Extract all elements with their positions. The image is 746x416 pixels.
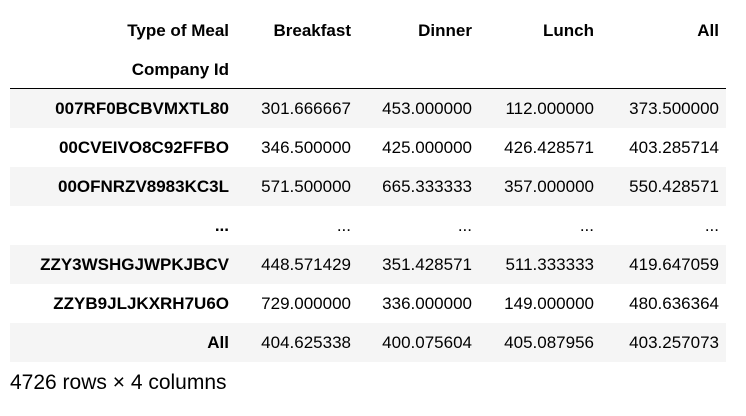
cell: ... xyxy=(579,216,594,235)
table-row xyxy=(10,167,726,206)
table-shape-caption: 4726 rows × 4 columns xyxy=(10,371,227,394)
cell: 729.000000 xyxy=(261,294,351,313)
cell: 426.428571 xyxy=(504,138,594,157)
dataframe-table xyxy=(10,10,726,362)
cell: 373.500000 xyxy=(629,99,719,118)
cell: 453.000000 xyxy=(382,99,472,118)
cell: ... xyxy=(336,216,351,235)
empty-header-cell xyxy=(236,52,358,89)
cell: 112.000000 xyxy=(505,99,594,118)
cell: 405.087956 xyxy=(504,333,594,352)
cell: 346.500000 xyxy=(261,138,351,157)
row-index: ... xyxy=(214,216,229,235)
row-index: All xyxy=(207,333,229,352)
ellipsis-row xyxy=(10,206,726,245)
cell: 351.428571 xyxy=(382,255,472,274)
table-row xyxy=(10,245,726,284)
cell: 357.000000 xyxy=(504,177,594,196)
columns-name-label: Type of Meal xyxy=(127,21,229,40)
cell: 511.333333 xyxy=(505,255,594,274)
row-index: 007RF0BCBVMXTL80 xyxy=(55,99,229,118)
empty-header-cell xyxy=(479,52,601,89)
cell: 448.571429 xyxy=(261,255,351,274)
row-index: 00CVEIVO8C92FFBO xyxy=(58,138,229,157)
cell: ... xyxy=(457,216,472,235)
dataframe-output xyxy=(10,10,726,362)
index-name-label: Company Id xyxy=(131,60,229,79)
table-row xyxy=(10,284,726,323)
empty-header-cell xyxy=(601,52,726,89)
index-header-row xyxy=(10,52,726,89)
columns-header-row xyxy=(10,10,726,52)
column-header: Lunch xyxy=(543,21,594,40)
cell: 571.500000 xyxy=(261,177,351,196)
cell: 403.257073 xyxy=(629,333,719,352)
cell: 403.285714 xyxy=(629,138,719,157)
column-header: All xyxy=(697,21,719,40)
cell: 419.647059 xyxy=(629,255,719,274)
empty-header-cell xyxy=(358,52,479,89)
cell: ... xyxy=(704,216,719,235)
table-row xyxy=(10,89,726,129)
cell: 665.333333 xyxy=(382,177,472,196)
table-header xyxy=(10,10,726,89)
cell: 301.666667 xyxy=(261,99,351,118)
table-row xyxy=(10,128,726,167)
cell: 480.636364 xyxy=(629,294,719,313)
column-header: Breakfast xyxy=(273,21,351,40)
cell: 336.000000 xyxy=(382,294,472,313)
row-index: ZZY3WSHGJWPKJBCV xyxy=(40,255,229,274)
cell: 550.428571 xyxy=(629,177,719,196)
row-index: ZZYB9JLJKXRH7U6O xyxy=(53,294,229,313)
totals-row xyxy=(10,323,726,362)
column-header: Dinner xyxy=(418,21,472,40)
cell: 149.000000 xyxy=(504,294,594,313)
row-index: 00OFNRZV8983KC3L xyxy=(57,177,229,196)
table-body xyxy=(10,89,726,363)
cell: 404.625338 xyxy=(261,333,351,352)
cell: 400.075604 xyxy=(382,333,472,352)
cell: 425.000000 xyxy=(382,138,472,157)
